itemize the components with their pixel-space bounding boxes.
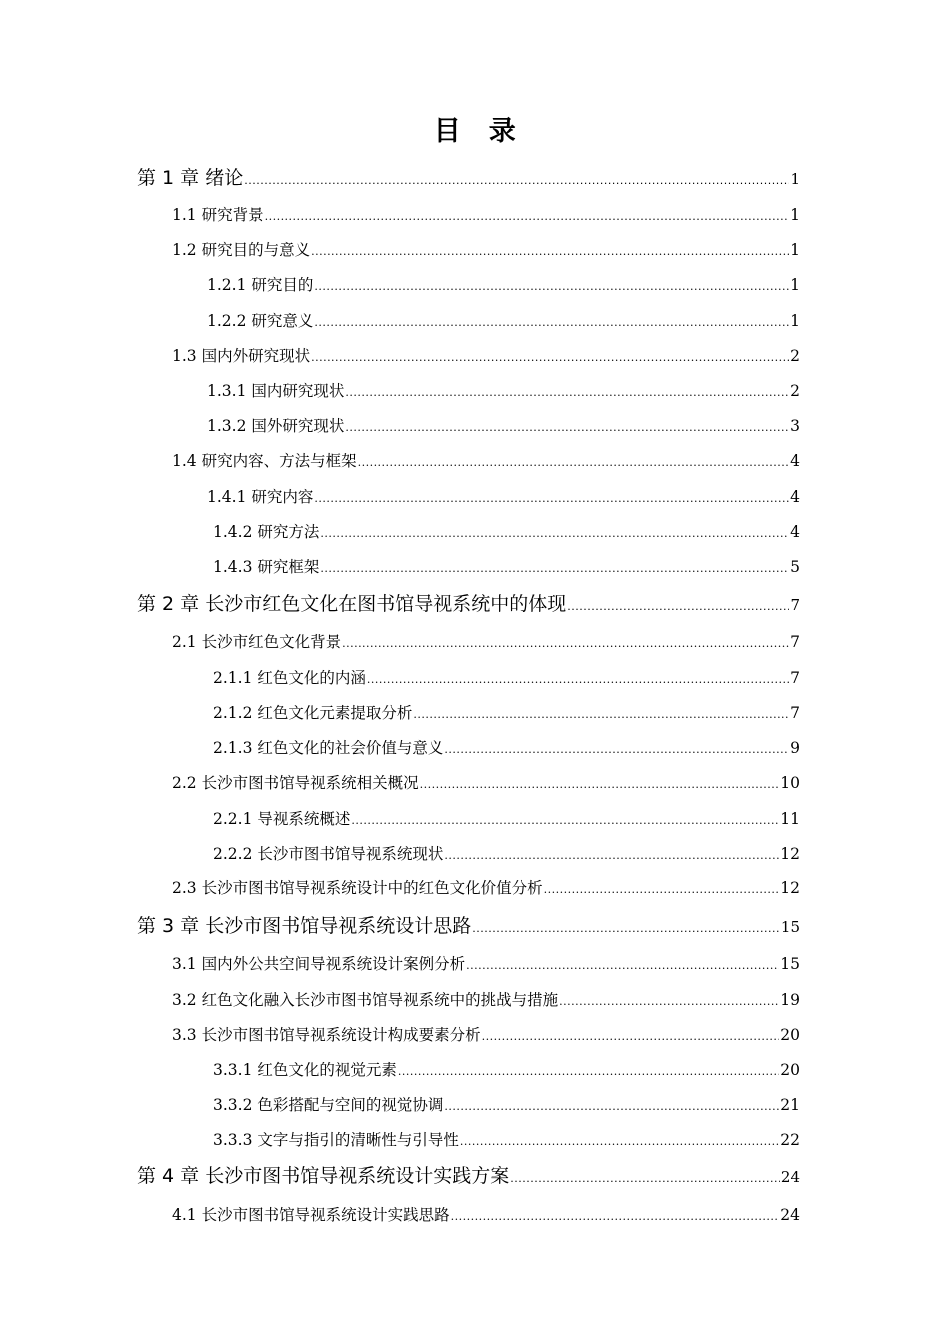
dot-leader <box>367 667 789 693</box>
dot-leader <box>559 989 779 1015</box>
toc-entry-label: 1.4 研究内容、方法与框架 <box>172 452 357 470</box>
toc-subsection-3-3-3[interactable] <box>213 1127 800 1155</box>
dot-leader <box>311 239 789 265</box>
toc-entry-label: 2.3 长沙市图书馆导视系统设计中的红色文化价值分析 <box>172 879 543 897</box>
dot-leader <box>398 1059 779 1085</box>
toc-entry-label: 3.3.1 红色文化的视觉元素 <box>213 1061 397 1079</box>
dot-leader <box>314 274 789 300</box>
toc-entry-page: 1 <box>790 206 800 224</box>
toc-entry-page: 9 <box>790 739 800 757</box>
dot-leader <box>567 591 789 623</box>
toc-entry-label: 1.3.2 国外研究现状 <box>207 417 345 435</box>
toc-entry-page: 12 <box>780 845 800 863</box>
toc-entry-page: 4 <box>790 523 800 541</box>
toc-section-2-2[interactable] <box>172 770 800 798</box>
toc-subsection-1-2-2[interactable] <box>207 308 800 336</box>
toc-section-1-4[interactable] <box>172 448 800 476</box>
dot-leader <box>472 913 780 945</box>
toc-chapter-1[interactable] <box>137 162 800 197</box>
toc-entry-page: 21 <box>780 1096 800 1114</box>
toc-entry-page: 12 <box>780 879 800 897</box>
toc-entry-page: 1 <box>790 170 800 188</box>
dot-leader <box>314 486 789 512</box>
toc-entry-page: 15 <box>780 918 800 936</box>
toc-entry-page: 24 <box>780 1168 800 1186</box>
toc-section-3-3[interactable] <box>172 1022 800 1050</box>
toc-entry-page: 4 <box>790 488 800 506</box>
toc-entry-label: 第 3 章 长沙市图书馆导视系统设计思路 <box>137 915 472 937</box>
dot-leader <box>342 631 789 657</box>
toc-entry-label: 1.2 研究目的与意义 <box>172 241 311 259</box>
toc-section-3-2[interactable] <box>172 987 800 1015</box>
toc-entry-label: 1.4.3 研究框架 <box>213 558 320 576</box>
toc-entry-label: 1.2.2 研究意义 <box>207 312 314 330</box>
toc-subsection-2-1-1[interactable] <box>213 665 800 693</box>
toc-entry-page: 7 <box>790 596 800 614</box>
toc-entry-page: 5 <box>790 558 800 576</box>
toc-entry-page: 3 <box>790 417 800 435</box>
toc-entry-page: 2 <box>790 347 800 365</box>
toc-subsection-1-3-1[interactable] <box>207 378 800 406</box>
toc-entry-label: 第 1 章 绪论 <box>137 167 244 189</box>
dot-leader <box>451 1204 780 1230</box>
dot-leader <box>460 1129 779 1155</box>
toc-entry-page: 1 <box>790 276 800 294</box>
page-title: 目 录 <box>433 116 517 147</box>
toc-subsection-2-1-3[interactable] <box>213 735 800 763</box>
toc-subsection-1-4-3[interactable] <box>213 554 800 582</box>
toc-entry-label: 3.3 长沙市图书馆导视系统设计构成要素分析 <box>172 1026 481 1044</box>
toc-section-2-1[interactable] <box>172 629 800 657</box>
toc-entry-page: 7 <box>790 669 800 687</box>
toc-section-4-1[interactable] <box>172 1202 800 1230</box>
toc-subsection-2-2-2[interactable] <box>213 841 800 869</box>
dot-leader <box>466 953 779 979</box>
dot-leader <box>345 415 789 441</box>
toc-entry-label: 2.2 长沙市图书馆导视系统相关概况 <box>172 774 419 792</box>
toc-entry-page: 7 <box>790 704 800 722</box>
dot-leader <box>413 702 789 728</box>
toc-entry-label: 1.2.1 研究目的 <box>207 276 314 294</box>
dot-leader <box>265 204 790 230</box>
dot-leader <box>510 1163 780 1195</box>
dot-leader <box>358 450 790 476</box>
dot-leader <box>320 521 789 547</box>
dot-leader <box>444 737 789 763</box>
toc-subsection-1-4-2[interactable] <box>213 519 800 547</box>
toc-entry-label: 2.1.1 红色文化的内涵 <box>213 669 366 687</box>
toc-entry-label: 1.3 国内外研究现状 <box>172 347 311 365</box>
toc-entry-label: 3.1 国内外公共空间导视系统设计案例分析 <box>172 955 466 973</box>
dot-leader <box>482 1024 780 1050</box>
toc-entry-page: 4 <box>790 452 800 470</box>
dot-leader <box>544 877 780 903</box>
toc-entry-page: 15 <box>780 955 800 973</box>
toc-entry-label: 1.4.2 研究方法 <box>213 523 320 541</box>
toc-entry-label: 3.3.2 色彩搭配与空间的视觉协调 <box>213 1096 444 1114</box>
toc-entry-label: 4.1 长沙市图书馆导视系统设计实践思路 <box>172 1206 450 1224</box>
toc-entry-page: 20 <box>780 1026 800 1044</box>
toc-entry-label: 第 2 章 长沙市红色文化在图书馆导视系统中的体现 <box>137 593 567 615</box>
toc-entry-page: 19 <box>780 991 800 1009</box>
toc-entry-page: 1 <box>790 241 800 259</box>
toc-section-1-3[interactable] <box>172 343 800 371</box>
toc-entry-page: 11 <box>780 810 800 828</box>
dot-leader <box>314 310 789 336</box>
toc-entry-page: 2 <box>790 382 800 400</box>
toc-section-1-1[interactable] <box>172 202 800 230</box>
dot-leader <box>244 165 789 197</box>
toc-entry-page: 1 <box>790 312 800 330</box>
toc-subsection-2-2-1[interactable] <box>213 806 800 834</box>
toc-entry-label: 3.2 红色文化融入长沙市图书馆导视系统中的挑战与措施 <box>172 991 559 1009</box>
toc-chapter-3[interactable] <box>137 910 800 945</box>
dot-leader <box>320 556 789 582</box>
toc-entry-page: 24 <box>780 1206 800 1224</box>
toc-section-3-1[interactable] <box>172 951 800 979</box>
toc-subsection-3-3-1[interactable] <box>213 1057 800 1085</box>
toc-subsection-1-4-1[interactable] <box>207 484 800 512</box>
toc-entry-page: 22 <box>780 1131 800 1149</box>
dot-leader <box>311 345 789 371</box>
toc-entry-label: 2.1.3 红色文化的社会价值与意义 <box>213 739 444 757</box>
dot-leader <box>345 380 789 406</box>
dot-leader <box>444 1094 779 1120</box>
dot-leader <box>420 772 780 798</box>
toc-subsection-1-2-1[interactable] <box>207 272 800 300</box>
toc-entry-page: 10 <box>780 774 800 792</box>
toc-section-1-2[interactable] <box>172 237 800 265</box>
toc-entry-label: 第 4 章 长沙市图书馆导视系统设计实践方案 <box>137 1165 510 1187</box>
toc-subsection-2-1-2[interactable] <box>213 700 800 728</box>
toc-entry-page: 7 <box>790 633 800 651</box>
toc-entry-label: 1.4.1 研究内容 <box>207 488 314 506</box>
toc-chapter-2[interactable] <box>137 588 800 623</box>
toc-entry-label: 3.3.3 文字与指引的清晰性与引导性 <box>213 1131 459 1149</box>
toc-entry-page: 20 <box>780 1061 800 1079</box>
toc-chapter-4[interactable] <box>137 1160 800 1195</box>
toc-entry-label: 1.1 研究背景 <box>172 206 264 224</box>
toc-entry-label: 2.1.2 红色文化元素提取分析 <box>213 704 413 722</box>
toc-section-2-3[interactable] <box>172 875 800 903</box>
toc-subsection-1-3-2[interactable] <box>207 413 800 441</box>
toc-entry-label: 2.2.1 导视系统概述 <box>213 810 351 828</box>
toc-subsection-3-3-2[interactable] <box>213 1092 800 1120</box>
dot-leader <box>444 843 779 869</box>
toc-entry-label: 2.2.2 长沙市图书馆导视系统现状 <box>213 845 444 863</box>
dot-leader <box>351 808 779 834</box>
toc-entry-label: 2.1 长沙市红色文化背景 <box>172 633 342 651</box>
toc-entry-label: 1.3.1 国内研究现状 <box>207 382 345 400</box>
